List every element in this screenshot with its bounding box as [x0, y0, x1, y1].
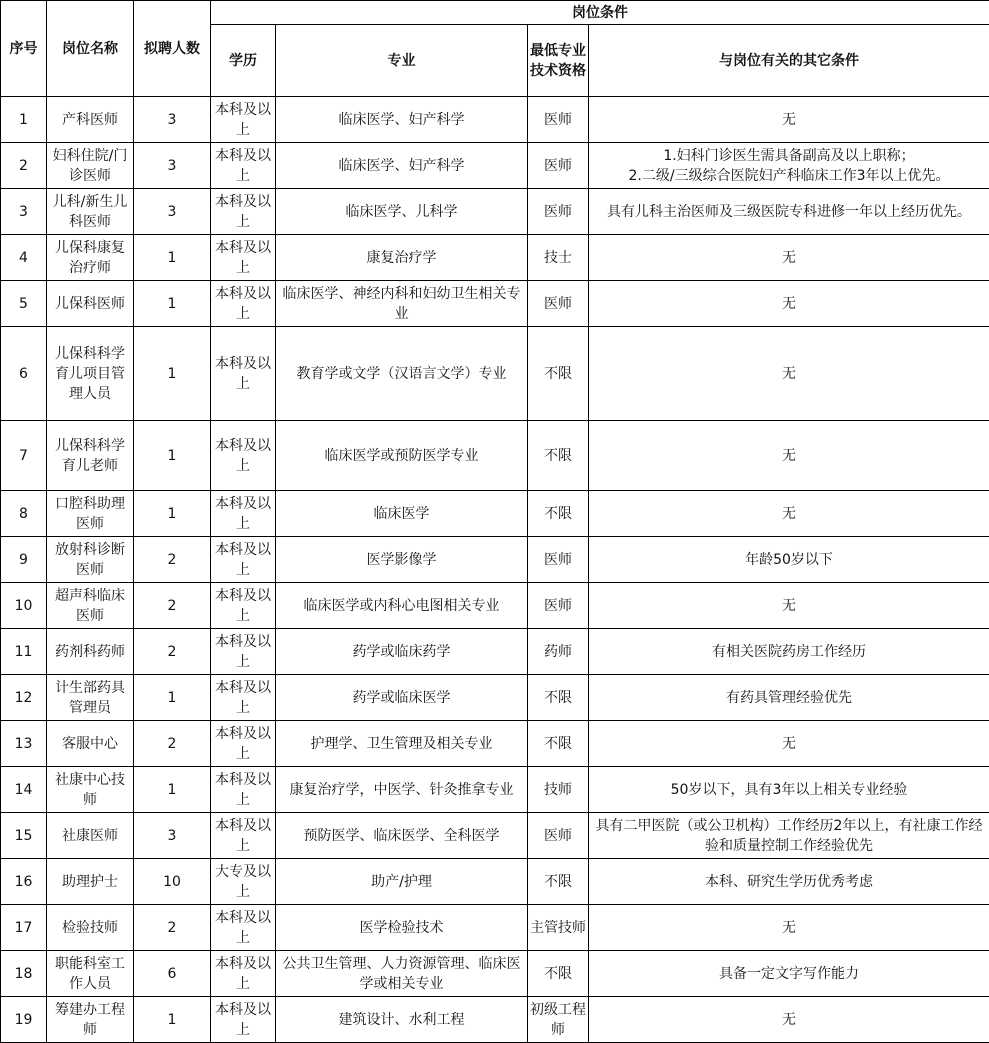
cell-qualification: 不限 — [528, 859, 589, 905]
cell-qualification: 主管技师 — [528, 905, 589, 951]
cell-seq: 15 — [1, 813, 47, 859]
cell-education: 本科及以上 — [211, 537, 276, 583]
cell-hire-count: 1 — [134, 491, 211, 537]
cell-seq: 19 — [1, 997, 47, 1043]
cell-other-conditions: 1.妇科门诊医生需具备副高及以上职称； 2.二级/三级综合医院妇产科临床工作3年以上优先。 — [589, 143, 989, 189]
cell-qualification: 医师 — [528, 813, 589, 859]
header-qualification: 最低专业技术资格 — [528, 25, 589, 97]
cell-hire-count: 10 — [134, 859, 211, 905]
cell-other-conditions: 具备一定文字写作能力 — [589, 951, 989, 997]
cell-qualification: 技士 — [528, 235, 589, 281]
cell-seq: 7 — [1, 421, 47, 491]
table-body — [1, 97, 989, 1043]
header-seq: 序号 — [1, 1, 47, 97]
cell-other-conditions: 本科、研究生学历优秀考虑 — [589, 859, 989, 905]
cell-major: 助产/护理 — [276, 859, 528, 905]
cell-major: 建筑设计、水利工程 — [276, 997, 528, 1043]
cell-position-name: 超声科临床医师 — [47, 583, 134, 629]
cell-seq: 8 — [1, 491, 47, 537]
cell-position-name: 职能科室工作人员 — [47, 951, 134, 997]
cell-other-conditions: 无 — [589, 583, 989, 629]
cell-hire-count: 1 — [134, 997, 211, 1043]
cell-hire-count: 3 — [134, 143, 211, 189]
cell-other-conditions: 无 — [589, 997, 989, 1043]
cell-other-conditions: 无 — [589, 721, 989, 767]
cell-hire-count: 2 — [134, 583, 211, 629]
cell-seq: 11 — [1, 629, 47, 675]
cell-other-conditions: 无 — [589, 281, 989, 327]
cell-major: 医学影像学 — [276, 537, 528, 583]
cell-education: 本科及以上 — [211, 675, 276, 721]
cell-hire-count: 3 — [134, 813, 211, 859]
cell-position-name: 筹建办工程师 — [47, 997, 134, 1043]
cell-seq: 13 — [1, 721, 47, 767]
cell-major: 医学检验技术 — [276, 905, 528, 951]
cell-major: 临床医学、儿科学 — [276, 189, 528, 235]
cell-seq: 18 — [1, 951, 47, 997]
table-row — [1, 281, 989, 327]
cell-hire-count: 1 — [134, 767, 211, 813]
table-row — [1, 491, 989, 537]
cell-other-conditions: 无 — [589, 235, 989, 281]
cell-education: 本科及以上 — [211, 421, 276, 491]
cell-seq: 4 — [1, 235, 47, 281]
cell-position-name: 口腔科助理医师 — [47, 491, 134, 537]
header-education: 学历 — [211, 25, 276, 97]
cell-position-name: 社康中心技师 — [47, 767, 134, 813]
cell-major: 护理学、卫生管理及相关专业 — [276, 721, 528, 767]
cell-position-name: 放射科诊断医师 — [47, 537, 134, 583]
table-row — [1, 905, 989, 951]
cell-position-name: 妇科住院/门诊医师 — [47, 143, 134, 189]
cell-position-name: 客服中心 — [47, 721, 134, 767]
cell-education: 本科及以上 — [211, 767, 276, 813]
cell-seq: 2 — [1, 143, 47, 189]
cell-education: 本科及以上 — [211, 491, 276, 537]
cell-other-conditions: 无 — [589, 491, 989, 537]
cell-education: 本科及以上 — [211, 235, 276, 281]
cell-hire-count: 1 — [134, 281, 211, 327]
cell-qualification: 不限 — [528, 327, 589, 421]
header-other-conditions: 与岗位有关的其它条件 — [589, 25, 989, 97]
cell-position-name: 产科医师 — [47, 97, 134, 143]
cell-other-conditions: 具有二甲医院（或公卫机构）工作经历2年以上，有社康工作经验和质量控制工作经验优先 — [589, 813, 989, 859]
cell-seq: 1 — [1, 97, 47, 143]
cell-position-name: 儿保科科学育儿项目管理人员 — [47, 327, 134, 421]
cell-major: 临床医学、妇产科学 — [276, 143, 528, 189]
cell-hire-count: 2 — [134, 629, 211, 675]
cell-position-name: 儿科/新生儿科医师 — [47, 189, 134, 235]
cell-qualification: 不限 — [528, 491, 589, 537]
cell-qualification: 医师 — [528, 189, 589, 235]
cell-hire-count: 1 — [134, 327, 211, 421]
cell-hire-count: 2 — [134, 905, 211, 951]
cell-position-name: 助理护士 — [47, 859, 134, 905]
cell-major: 临床医学或内科心电图相关专业 — [276, 583, 528, 629]
table-row — [1, 813, 989, 859]
cell-seq: 12 — [1, 675, 47, 721]
cell-hire-count: 2 — [134, 721, 211, 767]
cell-qualification: 不限 — [528, 721, 589, 767]
cell-education: 本科及以上 — [211, 97, 276, 143]
cell-seq: 6 — [1, 327, 47, 421]
cell-major: 临床医学、神经内科和妇幼卫生相关专业 — [276, 281, 528, 327]
cell-other-conditions: 无 — [589, 421, 989, 491]
cell-other-conditions: 有相关医院药房工作经历 — [589, 629, 989, 675]
cell-position-name: 儿保科科学育儿老师 — [47, 421, 134, 491]
table-row — [1, 421, 989, 491]
cell-qualification: 医师 — [528, 143, 589, 189]
cell-qualification: 医师 — [528, 281, 589, 327]
table-row — [1, 143, 989, 189]
cell-education: 本科及以上 — [211, 721, 276, 767]
cell-position-name: 检验技师 — [47, 905, 134, 951]
table-row — [1, 997, 989, 1043]
cell-hire-count: 1 — [134, 421, 211, 491]
cell-major: 临床医学或预防医学专业 — [276, 421, 528, 491]
cell-hire-count: 3 — [134, 189, 211, 235]
cell-hire-count: 6 — [134, 951, 211, 997]
cell-major: 药学或临床医学 — [276, 675, 528, 721]
table-row — [1, 859, 989, 905]
table-row — [1, 629, 989, 675]
table-row — [1, 537, 989, 583]
cell-seq: 3 — [1, 189, 47, 235]
header-major: 专业 — [276, 25, 528, 97]
cell-hire-count: 2 — [134, 537, 211, 583]
header-hire-count: 拟聘人数 — [134, 1, 211, 97]
cell-seq: 9 — [1, 537, 47, 583]
table-row — [1, 721, 989, 767]
cell-education: 本科及以上 — [211, 813, 276, 859]
cell-major: 药学或临床药学 — [276, 629, 528, 675]
cell-qualification: 医师 — [528, 537, 589, 583]
cell-major: 康复治疗学，中医学、针灸推拿专业 — [276, 767, 528, 813]
cell-qualification: 技师 — [528, 767, 589, 813]
cell-position-name: 药剂科药师 — [47, 629, 134, 675]
cell-position-name: 儿保科医师 — [47, 281, 134, 327]
cell-education: 本科及以上 — [211, 281, 276, 327]
table-row — [1, 583, 989, 629]
cell-major: 预防医学、临床医学、全科医学 — [276, 813, 528, 859]
cell-seq: 5 — [1, 281, 47, 327]
cell-education: 本科及以上 — [211, 143, 276, 189]
table-row — [1, 767, 989, 813]
cell-seq: 17 — [1, 905, 47, 951]
cell-education: 大专及以上 — [211, 859, 276, 905]
cell-education: 本科及以上 — [211, 327, 276, 421]
cell-qualification: 不限 — [528, 951, 589, 997]
table-row — [1, 951, 989, 997]
cell-other-conditions: 50岁以下，具有3年以上相关专业经验 — [589, 767, 989, 813]
cell-qualification: 医师 — [528, 97, 589, 143]
cell-qualification: 不限 — [528, 675, 589, 721]
table-row — [1, 675, 989, 721]
cell-education: 本科及以上 — [211, 629, 276, 675]
cell-qualification: 初级工程师 — [528, 997, 589, 1043]
cell-other-conditions: 无 — [589, 327, 989, 421]
cell-other-conditions: 无 — [589, 97, 989, 143]
cell-education: 本科及以上 — [211, 951, 276, 997]
cell-major: 教育学或文学（汉语言文学）专业 — [276, 327, 528, 421]
table-row — [1, 97, 989, 143]
cell-other-conditions: 无 — [589, 905, 989, 951]
header-conditions: 岗位条件 — [211, 1, 989, 25]
cell-seq: 14 — [1, 767, 47, 813]
cell-position-name: 社康医师 — [47, 813, 134, 859]
header-position-name: 岗位名称 — [47, 1, 134, 97]
cell-hire-count: 1 — [134, 675, 211, 721]
table-row — [1, 189, 989, 235]
cell-major: 临床医学 — [276, 491, 528, 537]
table-row — [1, 235, 989, 281]
cell-qualification: 不限 — [528, 421, 589, 491]
cell-education: 本科及以上 — [211, 189, 276, 235]
table-row — [1, 327, 989, 421]
cell-education: 本科及以上 — [211, 997, 276, 1043]
cell-seq: 10 — [1, 583, 47, 629]
cell-other-conditions: 具有儿科主治医师及三级医院专科进修一年以上经历优先。 — [589, 189, 989, 235]
cell-hire-count: 1 — [134, 235, 211, 281]
cell-major: 康复治疗学 — [276, 235, 528, 281]
cell-other-conditions: 年龄50岁以下 — [589, 537, 989, 583]
cell-qualification: 药师 — [528, 629, 589, 675]
cell-major: 临床医学、妇产科学 — [276, 97, 528, 143]
cell-qualification: 医师 — [528, 583, 589, 629]
cell-position-name: 儿保科康复治疗师 — [47, 235, 134, 281]
cell-education: 本科及以上 — [211, 583, 276, 629]
cell-major: 公共卫生管理、人力资源管理、临床医学或相关专业 — [276, 951, 528, 997]
cell-position-name: 计生部药具管理员 — [47, 675, 134, 721]
cell-seq: 16 — [1, 859, 47, 905]
cell-education: 本科及以上 — [211, 905, 276, 951]
cell-other-conditions: 有药具管理经验优先 — [589, 675, 989, 721]
cell-hire-count: 3 — [134, 97, 211, 143]
